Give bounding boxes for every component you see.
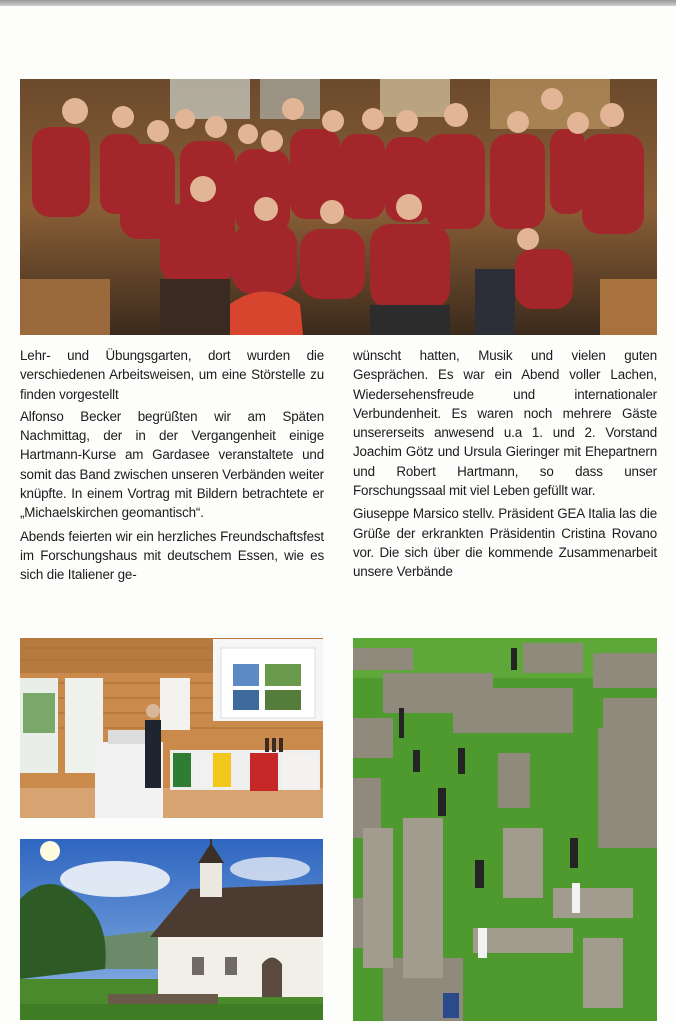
paragraph: Abends feierten wir ein herzliches Freundschaftsfest im Forschungshaus mit deutschem Essen, wie es sich die Italiener ge- xyxy=(20,528,324,583)
group-photo xyxy=(20,79,657,335)
paragraph: wünscht hatten, Musik und vielen guten Gesprächen. Es war ein Abend voller Lachen, Wiedersehensfreude und internationaler Verbundenheit. Es waren noch mehrere Gäste unsererseits anwesend u.a 1. und 2. Vorstand Joachim Götz und Ursula Gieringer mit Ehepartnern und Robert Hartmann, so dass unser Forschungssaal mit viel Leben gefüllt war. xyxy=(353,348,657,499)
ruins-photo xyxy=(353,638,657,1021)
paragraph: Alfonso Becker begrüßten wir am Späten Nachmittag, der in der Vergangenheit einige Hartmann-Kurse am Gardasee veranstaltete und somit das Band zwischen unseren Verbänden weiter knüpfte. In einem Vortrag mit Bildern betrachtete er „Michaelskirchen geomantisch“. xyxy=(20,408,324,521)
page-top-edge xyxy=(0,0,676,6)
lecture-photo xyxy=(20,638,323,818)
paragraph: Lehr- und Übungsgarten, dort wurden die verschiedenen Arbeitsweisen, um eine Störstelle zu finden vorgestellt xyxy=(20,348,324,402)
paragraph: Giuseppe Marsico stellv. Präsident GEA Italia las die Grüße der erkrankten Präsidentin Cristina Rovano vor. Die sich über die kommende Zusammenarbeit unsere Verbände xyxy=(353,506,657,580)
chapel-photo xyxy=(20,839,323,1020)
article-text-right xyxy=(353,346,657,585)
article-text-left xyxy=(20,346,324,588)
